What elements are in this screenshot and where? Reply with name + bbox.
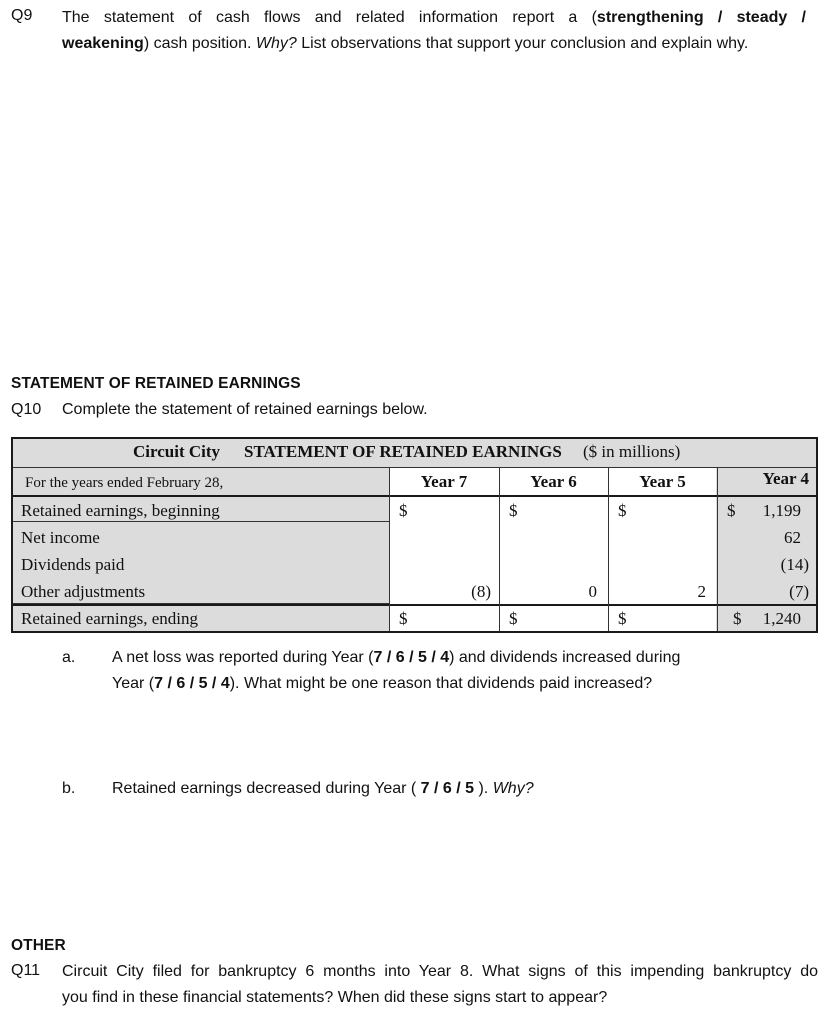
- row-label-ending: Retained earnings, ending: [21, 609, 199, 628]
- q9-option-weakening: weakening: [62, 35, 144, 52]
- q10a-text2-pre: Year (: [112, 675, 155, 692]
- cell-y5-end-dollar: $: [618, 609, 627, 628]
- cell-y4-end: 1,240: [762, 609, 801, 628]
- q9-line1: [62, 5, 806, 31]
- q9-text: The statement of cash flows and related information report a (: [62, 9, 597, 26]
- q10a-options-2: 7 / 6 / 5 / 4: [154, 675, 230, 692]
- cell-y4-begin: 1,199: [762, 501, 801, 520]
- q9-options: strengthening / steady /: [596, 9, 806, 26]
- col-year-7: Year 7: [420, 472, 468, 491]
- cell-y7-begin-dollar: $: [399, 501, 408, 520]
- q9-number: Q9: [11, 7, 33, 24]
- cell-y7-end-dollar: $: [399, 609, 408, 628]
- period-label: For the years ended February 28,: [25, 475, 224, 491]
- q10a-text-post: ) and dividends increased during: [449, 649, 681, 666]
- row-label-dividends: Dividends paid: [21, 555, 125, 574]
- q10b-options: 7 / 6 / 5: [420, 780, 475, 797]
- retained-earnings-heading: STATEMENT OF RETAINED EARNINGS: [11, 375, 301, 392]
- cell-y7-other-adj: (8): [471, 582, 491, 601]
- q11-line2: you find in these financial statements? When did these signs start to appear?: [62, 989, 608, 1006]
- cell-y4-end-dollar: $: [733, 609, 742, 628]
- table-title: STATEMENT OF RETAINED EARNINGS: [244, 442, 562, 461]
- table-units: ($ in millions): [583, 442, 681, 461]
- row-label-beginning: Retained earnings, beginning: [21, 501, 220, 520]
- col-year-5: Year 5: [639, 472, 686, 491]
- cell-y5-begin-dollar: $: [618, 501, 627, 520]
- col-year-4: Year 4: [762, 469, 809, 488]
- table-company: Circuit City: [133, 442, 221, 461]
- q10b-text-pre: Retained earnings decreased during Year (: [112, 780, 421, 797]
- cell-y6-begin-dollar: $: [509, 501, 518, 520]
- cell-y6-end-dollar: $: [509, 609, 518, 628]
- q10a-text2-post: ). What might be one reason that dividends paid increased?: [229, 675, 653, 692]
- q10-text: Complete the statement of retained earnings below.: [62, 401, 428, 418]
- other-heading: OTHER: [11, 937, 66, 954]
- q10b-text-post: ).: [474, 780, 493, 797]
- row-label-other-adj: Other adjustments: [21, 582, 146, 601]
- q11-number: Q11: [11, 962, 41, 979]
- cell-y5-other-adj: 2: [697, 582, 706, 601]
- q9-text-mid: ) cash position.: [143, 35, 256, 52]
- q11-line1: Circuit City filed for bankruptcy 6 months into Year 8. What signs of this impending bankruptcy do: [62, 963, 818, 980]
- q9-why: Why?: [255, 35, 297, 52]
- cell-y6-other-adj: 0: [588, 582, 597, 601]
- q10b-letter: b.: [62, 780, 76, 797]
- q9-text-post: List observations that support your conclusion and explain why.: [296, 35, 749, 52]
- q10a-text-pre: A net loss was reported during Year (: [112, 649, 374, 666]
- cell-y4-dividends: (14): [780, 555, 809, 574]
- q10-number: Q10: [11, 401, 42, 418]
- col-year-6: Year 6: [530, 472, 577, 491]
- q10b-why: Why?: [492, 780, 534, 797]
- q10a-letter: a.: [62, 649, 76, 666]
- row-label-net-income: Net income: [21, 528, 100, 547]
- cell-y4-net-income: 62: [784, 528, 801, 547]
- q10a-options-1: 7 / 6 / 5 / 4: [373, 649, 450, 666]
- cell-y4-other-adj: (7): [789, 582, 809, 601]
- q10b-line: [112, 776, 812, 802]
- cell-y4-begin-dollar: $: [727, 501, 736, 520]
- q10a-line2: [112, 671, 812, 697]
- retained-earnings-table: [11, 437, 818, 633]
- q10a-line1: [112, 645, 812, 671]
- q9-line2: [62, 31, 806, 57]
